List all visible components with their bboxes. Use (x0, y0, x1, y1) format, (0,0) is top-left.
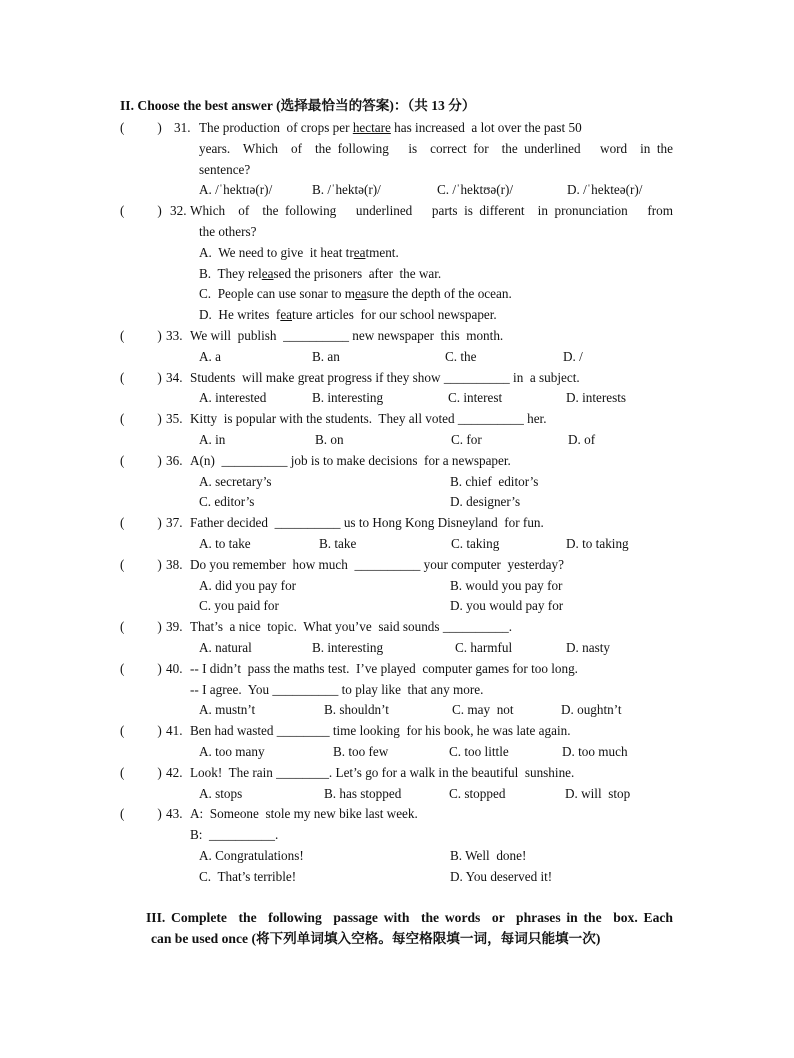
question-stem-line: B: __________. (190, 827, 279, 842)
answer-blank[interactable]: ( ) (120, 328, 162, 343)
question-number: 37. (166, 515, 183, 530)
option-c[interactable]: C. editor’s (199, 494, 255, 509)
option-d[interactable]: D. /ˈhekteə(r)/ (567, 182, 643, 197)
option-c[interactable]: C. interest (448, 390, 503, 405)
option-b[interactable]: B. too few (333, 744, 389, 759)
option-d[interactable]: D. / (563, 349, 583, 364)
option-c[interactable]: C. People can use sonar to measure the depth of the ocean. (199, 286, 512, 301)
question-stem: Kitty is popular with the students. They all voted __________ her. (190, 411, 547, 426)
option-a[interactable]: A. mustn’t (199, 702, 256, 717)
option-b[interactable]: B. has stopped (324, 786, 402, 801)
option-c[interactable]: C. taking (451, 536, 500, 551)
option-b[interactable]: B. take (319, 536, 357, 551)
option-c[interactable]: C. for (451, 432, 482, 447)
option-d[interactable]: D. oughtn’t (561, 702, 622, 717)
answer-blank[interactable]: ( ) (120, 203, 162, 218)
option-c[interactable]: C. harmful (455, 640, 513, 655)
question-stem: The production of crops per hectare has increased a lot over the past 50 (199, 120, 582, 135)
section-2-heading: II. Choose the best answer (选择最恰当的答案)：（共 13 分） (120, 98, 476, 113)
section-3-heading: III. Complete the following passage with the words or phrases in the box. Each (146, 910, 673, 925)
underlined-word: hectare (352, 120, 391, 135)
option-a[interactable]: A. natural (199, 640, 252, 655)
option-a[interactable]: A. secretary’s (199, 474, 272, 489)
option-a[interactable]: A. too many (199, 744, 265, 759)
question-stem: -- I didn’t pass the maths test. I’ve played computer games for too long. (190, 661, 578, 676)
answer-blank[interactable]: ( ) (120, 411, 162, 426)
question-stem: Students will make great progress if they show __________ in a subject. (190, 370, 580, 385)
question-stem: That’s a nice topic. What you’ve said sounds __________. (190, 619, 513, 634)
answer-blank[interactable]: ( ) (120, 765, 162, 780)
option-d[interactable]: D. He writes feature articles for our school newspaper. (199, 307, 497, 322)
option-c[interactable]: C. too little (449, 744, 509, 759)
option-c[interactable]: C. stopped (449, 786, 506, 801)
option-d[interactable]: D. You deserved it! (450, 869, 553, 884)
option-d[interactable]: D. designer’s (450, 494, 521, 509)
answer-blank[interactable]: ( ) (120, 661, 162, 676)
question-number: 33. (166, 328, 183, 343)
question-number: 39. (166, 619, 183, 634)
option-c[interactable]: C. the (445, 349, 477, 364)
question-stem-line: the others? (199, 224, 257, 239)
option-b[interactable]: B. chief editor’s (450, 474, 539, 489)
question-number: 41. (166, 723, 183, 738)
option-b[interactable]: B. They released the prisoners after the war. (199, 266, 442, 281)
option-b[interactable]: B. interesting (312, 390, 384, 405)
question-stem: A(n) __________ job is to make decisions for a newspaper. (190, 453, 511, 468)
option-d[interactable]: D. you would pay for (450, 598, 564, 613)
option-b[interactable]: B. interesting (312, 640, 384, 655)
answer-blank[interactable]: ( ) (120, 619, 162, 634)
option-c[interactable]: C. That’s terrible! (199, 869, 297, 884)
question-number: 35. (166, 411, 183, 426)
option-c[interactable]: C. /ˈhektʊə(r)/ (437, 182, 514, 197)
option-d[interactable]: D. interests (566, 390, 627, 405)
answer-blank[interactable]: ( ) (120, 557, 162, 572)
section-3-heading-line-2: can be used once (将下列单词填入空格。每空格限填一词，每词只能填一次) (151, 931, 601, 946)
option-b[interactable]: B. /ˈhektə(r)/ (312, 182, 381, 197)
option-b[interactable]: B. would you pay for (450, 578, 563, 593)
option-c[interactable]: C. may not (452, 702, 514, 717)
question-number: 36. (166, 453, 183, 468)
answer-blank[interactable]: ( ) (120, 120, 162, 135)
question-stem: Look! The rain ________. Let’s go for a walk in the beautiful sunshine. (190, 765, 575, 780)
question-number: 31. (174, 120, 191, 135)
option-a[interactable]: A. Congratulations! (199, 848, 304, 863)
answer-blank[interactable]: ( ) (120, 806, 162, 821)
question-stem: A: Someone stole my new bike last week. (190, 806, 418, 821)
option-a[interactable]: A. a (199, 349, 221, 364)
question-stem-line: -- I agree. You __________ to play like that any more. (190, 682, 484, 697)
option-a[interactable]: A. interested (199, 390, 267, 405)
question-number: 42. (166, 765, 183, 780)
option-a[interactable]: A. /ˈhektɪə(r)/ (199, 182, 273, 197)
option-a[interactable]: A. We need to give it heat treatment. (199, 245, 399, 260)
answer-blank[interactable]: ( ) (120, 515, 162, 530)
answer-blank[interactable]: ( ) (120, 723, 162, 738)
option-c[interactable]: C. you paid for (199, 598, 279, 613)
option-a[interactable]: A. did you pay for (199, 578, 297, 593)
option-d[interactable]: D. too much (562, 744, 628, 759)
question-stem: Ben had wasted ________ time looking for his book, he was late again. (190, 723, 571, 738)
option-a[interactable]: A. in (199, 432, 226, 447)
option-a[interactable]: A. to take (199, 536, 251, 551)
option-d[interactable]: D. of (568, 432, 596, 447)
answer-blank[interactable]: ( ) (120, 453, 162, 468)
question-number: 40. (166, 661, 183, 676)
option-b[interactable]: B. an (312, 349, 340, 364)
option-d[interactable]: D. nasty (566, 640, 610, 655)
question-stem: Father decided __________ us to Hong Kong Disneyland for fun. (190, 515, 544, 530)
option-d[interactable]: D. will stop (565, 786, 631, 801)
option-b[interactable]: B. Well done! (450, 848, 527, 863)
question-stem: Which of the following underlined parts is different in pronunciation from (190, 203, 673, 218)
question-stem: Do you remember how much __________ your computer yesterday? (190, 557, 564, 572)
answer-blank[interactable]: ( ) (120, 370, 162, 385)
question-stem-line: years. Which of the following is correct for the underlined word in the (199, 141, 673, 156)
option-a[interactable]: A. stops (199, 786, 243, 801)
question-number: 38. (166, 557, 183, 572)
question-number: 43. (166, 806, 183, 821)
question-number: 34. (166, 370, 183, 385)
question-stem-line: sentence? (199, 162, 251, 177)
question-stem: We will publish __________ new newspaper this month. (190, 328, 504, 343)
question-number: 32. (170, 203, 187, 218)
option-b[interactable]: B. on (315, 432, 344, 447)
option-d[interactable]: D. to taking (566, 536, 629, 551)
option-b[interactable]: B. shouldn’t (324, 702, 389, 717)
